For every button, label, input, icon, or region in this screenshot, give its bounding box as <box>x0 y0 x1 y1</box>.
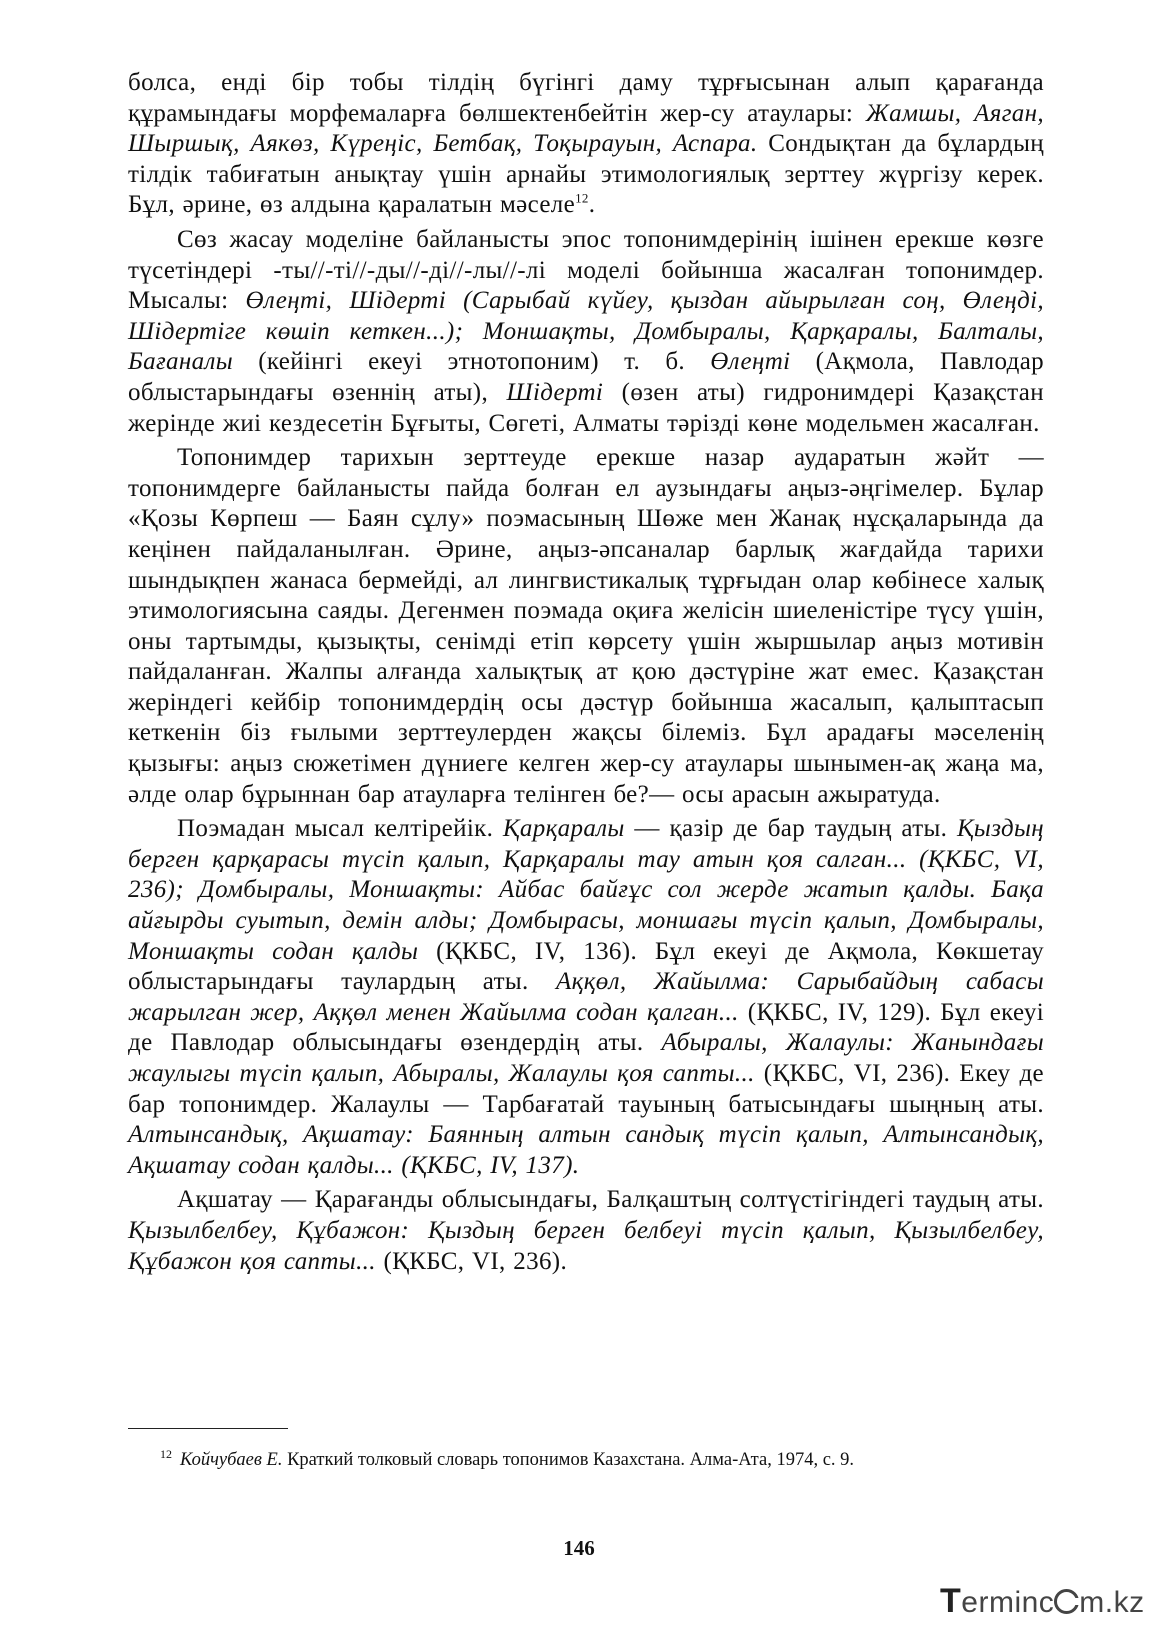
text-run: (Ақмола, Павлодар облыстарындағы өзеннің аты), <box>128 348 1044 406</box>
text-run: (ҚКБС, IV, 136). Бұл екеуі де Ақмола, Көкшетау облыстарындағы таулардың аты. <box>128 937 1045 996</box>
italic-example-text: Жамшы, Аяган, Шыршық, Аякөз, Күреңіс, Бетбақ, Тоқырауын, Аспара. <box>128 99 1044 158</box>
text-run: Сондықтан да бұлардың тілдік табиғатын анықтау үшін арнайы этимологиялық зерттеу жүргізу керек. Бұл, әрине, өз алдына қаралатын мәселе <box>128 130 1044 219</box>
italic-example-text: Өлеңті, Шідерті (Сарыбай күйеу, қыздан айырылған соң, Өлеңді, Шідертіге көшіп кеткен...); Моншақты, Домбыралы, Қарқаралы, Балталы, Бағаналы <box>128 287 1045 376</box>
text-run: Ақшатау — Қарағанды облысындағы, Балқаштың солтүстігіндегі таудың аты. <box>177 1186 1044 1214</box>
italic-example-text: Абыралы, Жалаулы: Жанындағы жаулыгы түсіп қалып, Абыралы, Жалаулы қоя сапты... <box>128 1029 1044 1087</box>
text-run: (ҚКБС, VI, 236). Екеу де бар топонимдер. Жалаулы — Тарбағатай тауының батысындағы шыңның аты. <box>128 1060 1045 1118</box>
text-run: (өзен аты) гидронимдері Қазақстан жерінде жиі кездесетін Бұғыты, Сөгеті, Алматы тәрізді көне модельмен жасалған. <box>128 378 1044 437</box>
text-run: (ҚКБС, VI, 236). <box>375 1247 568 1275</box>
italic-example-text: Қызылбелбеу, Құбажон: Қыздың берген белбеуі түсіп қалып, Қызылбелбеу, Құбажон қоя сапты... <box>128 1216 1044 1275</box>
paragraph-1 <box>128 68 1044 221</box>
text-run: — қазір де бар таудың аты. <box>624 815 957 843</box>
watermark-text-1: erminc <box>961 1586 1055 1619</box>
text-run: Поэмадан мысал келтірейік. <box>177 815 503 843</box>
paragraph-5 <box>128 1185 1044 1277</box>
italic-example-text: Аққөл, Жайылма: Сарыбайдың сабасы жарылган жер, Аққөл менен Жайылма содан қалган... <box>128 968 1044 1026</box>
italic-example-text: Өлеңті <box>710 348 791 376</box>
paragraph-3 <box>128 443 1044 810</box>
main-text <box>128 68 1044 1277</box>
italic-example-text: Қыздың берген қарқарасы түсіп қалып, Қарқаралы тау атын қоя салган... (ҚКБС, VI, 236); Домбыралы, Моншақты: Айбас байғұс сол жерде жатып қалды. Бақа айғырды суытып, демін алды; Домбырасы, моншағы түсіп қалып, Домбыралы, Моншақты содан қалды <box>128 815 1045 965</box>
watermark-text-2: m.kz <box>1079 1586 1145 1619</box>
italic-example-text: Қарқаралы <box>502 815 625 843</box>
watermark-o-icon <box>1054 1589 1079 1614</box>
paragraph-2 <box>128 225 1044 439</box>
text-run: болса, енді бір тобы тілдің бүгінгі даму тұрғысынан алып қарағанда құрамындағы морфемаларға бөлшектенбейтін жер-су атаулары: <box>128 69 1044 127</box>
page-number: 146 <box>563 1536 595 1560</box>
text-run: . <box>588 191 596 219</box>
footnote-text: Краткий толковый словарь топонимов Казахстана. Алма-Ата, 1974, с. 9. <box>282 1450 855 1470</box>
footnote <box>128 1446 1044 1475</box>
footnote-number: 12 <box>160 1446 172 1461</box>
text-run: Топонимдер тарихын зерттеуде ерекше назар аударатын жәйт — топонимдерге байланысты пайда болған ел аузындағы аңыз-әңгімелер. Бұлар «Қозы Көрпеш — Баян сұлу» поэмасының Шөже мен Жанақ нұсқаларында да кеңінен пайдаланылған. Әрине, аңыз-әпсаналар барлық жағдайда тарихи шындықпен жанаса бермейді, ал лингвистикалық тұрғыдан олар көбінесе халық этимологиясына саяды. Дегенмен поэмада оқиға желісін шиеленістіре түсу үшін, оны тартымды, қызықты, сенімді етіп көрсету үшін жыршылар аңыз мотивін пайдаланған. Жалпы алғанда халықтық ат қою дәстүріне жат емес. Қазақстан жеріндегі кейбір топонимдердің осы дәстүр бойынша жасалып, қалыптасып кеткенін біз ғылыми зерттеулерден жақсы білеміз. Бұл арадағы мәселенің қызығы: аңыз сюжетімен дүниеге келген жер-су атаулары шынымен-ақ жаңа ма, әлде олар бұрыннан бар атауларға телінген бе?— осы арасын ажыратуда. <box>128 444 1044 808</box>
footnote-divider <box>128 1428 288 1429</box>
text-run: Сөз жасау моделіне байланысты эпос топонимдерінің ішінен ерекше көзге түсетіндері -ты//-ті//-ды//-ді//-лы//-лі моделі бойынша жасалған топонимдер. Мысалы: <box>128 225 1044 315</box>
paragraph-4 <box>128 814 1044 1181</box>
footnote-author: Койчубаев Е. <box>180 1450 283 1470</box>
text-run: (кейінгі екеуі этнотопоним) т. б. <box>233 348 711 376</box>
site-watermark <box>940 1582 1150 1622</box>
italic-example-text: Алтынсандық, Ақшатау: Баянның алтын сандық түсіп қалып, Алтынсандық, Ақшатау содан қалды... (ҚКБС, IV, 137). <box>128 1121 1044 1179</box>
italic-example-text: Шідерті <box>506 378 604 406</box>
watermark-lead-letter: T <box>940 1582 962 1620</box>
footnote-reference: 12 <box>575 191 589 207</box>
text-run: (ҚКБС, IV, 129). Бұл екеуі де Павлодар облысындағы өзендердің аты. <box>128 998 1044 1057</box>
